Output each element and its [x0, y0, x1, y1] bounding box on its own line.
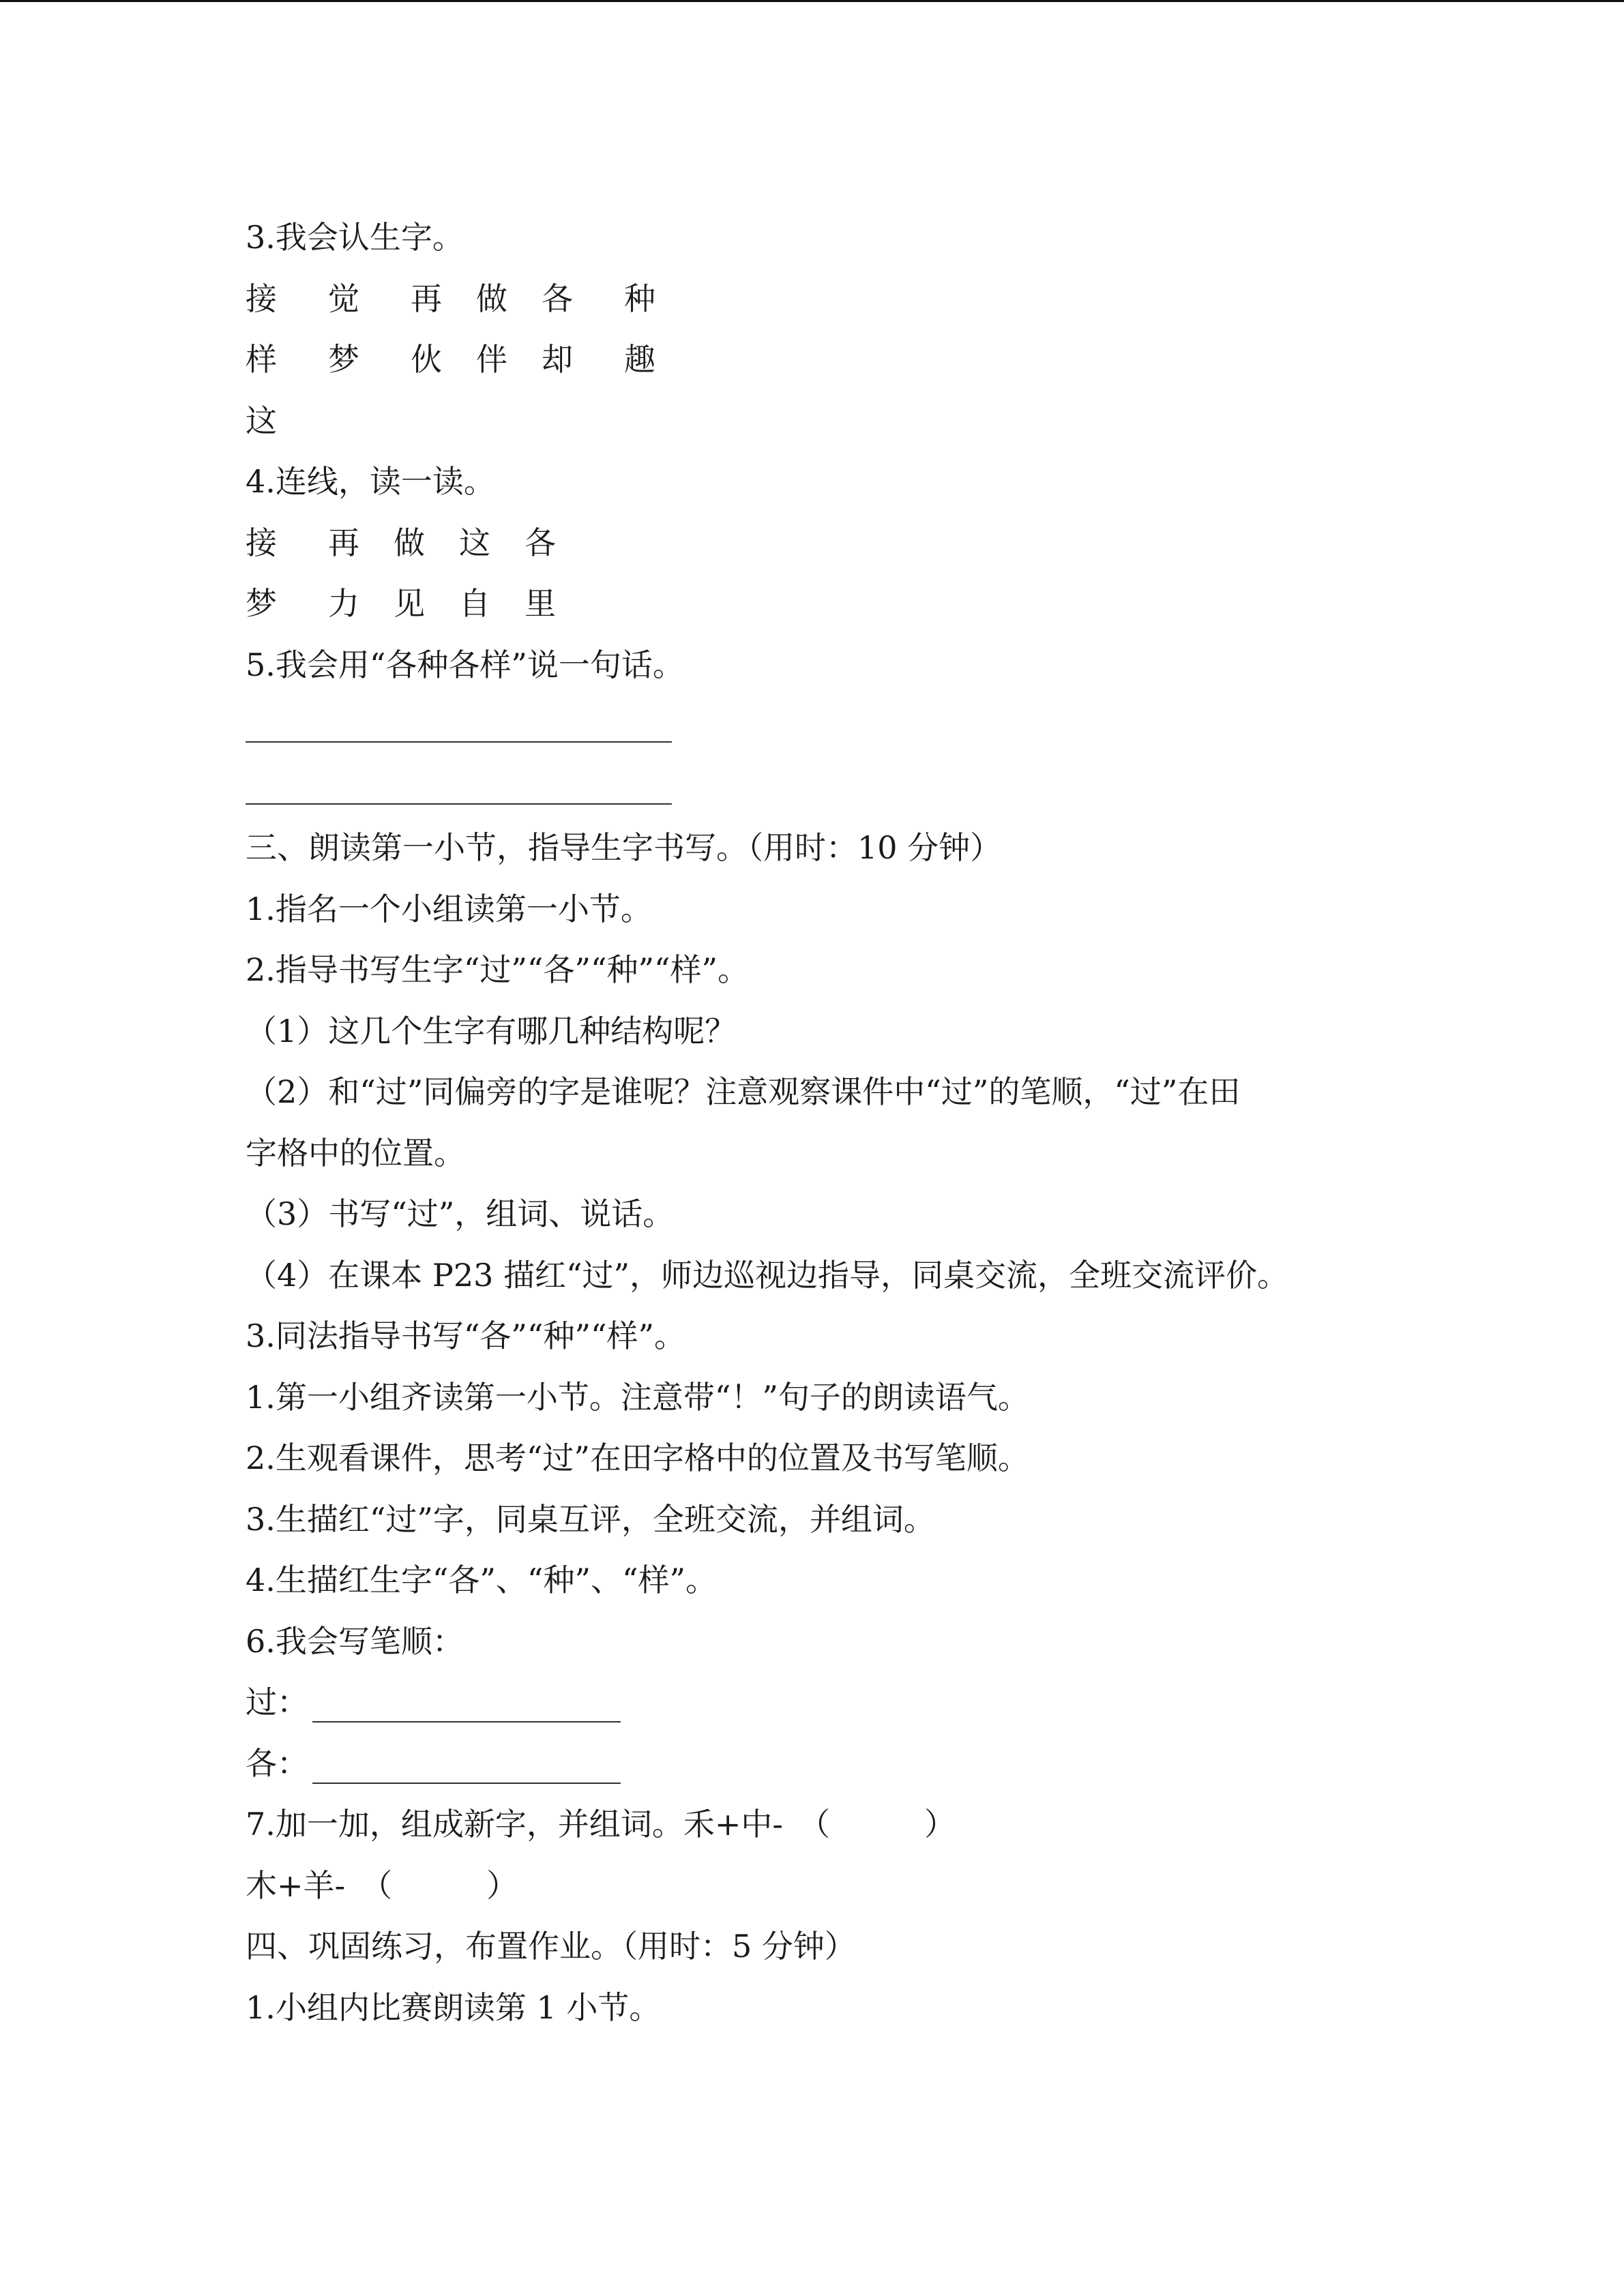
char: 伴: [476, 341, 507, 378]
char: 梦: [246, 585, 277, 622]
answer-line-2[interactable]: [246, 803, 672, 805]
char: 伙: [411, 341, 442, 378]
char: 见: [394, 585, 425, 622]
text-line: 1.指名一个小组读第一小节。: [246, 891, 652, 927]
text-line: 1.小组内比赛朗读第 1 小节。: [246, 1989, 661, 2026]
char: 再: [411, 280, 442, 317]
char-row-2: [246, 339, 1200, 380]
char: 趣: [624, 341, 655, 378]
char: 各: [542, 280, 573, 317]
label-ge: 各：: [246, 1745, 308, 1782]
text-line: 3.同法指导书写“各”“种”“样”。: [246, 1317, 685, 1354]
section-heading-stroke-order: 6.我会写笔顺：: [246, 1623, 464, 1660]
text-line: 1.第一小组齐读第一小节。注意带“！”句子的朗读语气。: [246, 1379, 1029, 1416]
text-line: （3）书写“过”，组词、说话。: [246, 1195, 675, 1232]
char: 觉: [328, 280, 359, 317]
section-heading-add-chars: 7.加一加，组成新字，并组词。禾+中- （ ）: [246, 1806, 956, 1843]
char-row-1: [246, 278, 1200, 319]
char: 种: [624, 280, 655, 317]
text-line: （4）在课本 P23 描红“过”，师边巡视边指导，同桌交流，全班交流评价。: [246, 1257, 1289, 1294]
stroke-order-guo: [246, 1682, 621, 1723]
text-line: （2）和“过”同偏旁的字是谁呢？注意观察课件中“过”的笔顺，“过”在田: [246, 1073, 1241, 1110]
char: 却: [542, 341, 573, 378]
section-heading-part-4: 四、巩固练习，布置作业。（用时：5 分钟）: [246, 1928, 856, 1965]
char: 做: [476, 280, 507, 317]
stroke-order-ge: [246, 1743, 621, 1784]
text-line: 4.生描红生字“各”、“种”、“样”。: [246, 1562, 717, 1598]
char: 力: [328, 585, 359, 622]
match-row-bottom: [246, 583, 1200, 624]
char: 里: [525, 585, 556, 622]
text-line: （1）这几个生字有哪几种结构呢？: [246, 1013, 737, 1049]
section-heading-part-3: 三、朗读第一小节，指导生字书写。（用时：10 分钟）: [246, 829, 1002, 866]
text-line: 木+羊- （ ）: [246, 1867, 518, 1904]
text-line: 字格中的位置。: [246, 1135, 465, 1172]
char: 样: [246, 341, 277, 378]
char: 自: [459, 585, 490, 622]
answer-line-1[interactable]: [246, 741, 672, 743]
char: 各: [525, 524, 556, 561]
char: 梦: [328, 341, 359, 378]
page-top-border: [0, 0, 1624, 2]
section-heading-make-sentence: 5.我会用“各种各样”说一句话。: [246, 646, 684, 683]
char: 接: [246, 280, 277, 317]
char: 再: [328, 524, 359, 561]
text-line: 3.生描红“过”字，同桌互评，全班交流，并组词。: [246, 1501, 935, 1538]
match-row-top: [246, 522, 1200, 563]
char-row-3: 这: [246, 402, 277, 439]
section-heading-connect-lines: 4.连线，读一读。: [246, 463, 495, 500]
answer-blank-ge[interactable]: [312, 1753, 621, 1784]
answer-blank-guo[interactable]: [312, 1691, 621, 1723]
char: 这: [459, 524, 490, 561]
text-line: 2.指导书写生字“过”“各”“种”“样”。: [246, 951, 750, 988]
label-guo: 过：: [246, 1684, 308, 1720]
char: 接: [246, 524, 277, 561]
text-line: 2.生观看课件，思考“过”在田字格中的位置及书写笔顺。: [246, 1440, 1029, 1476]
char: 做: [394, 524, 425, 561]
section-heading-recognize-chars: 3.我会认生字。: [246, 219, 464, 256]
